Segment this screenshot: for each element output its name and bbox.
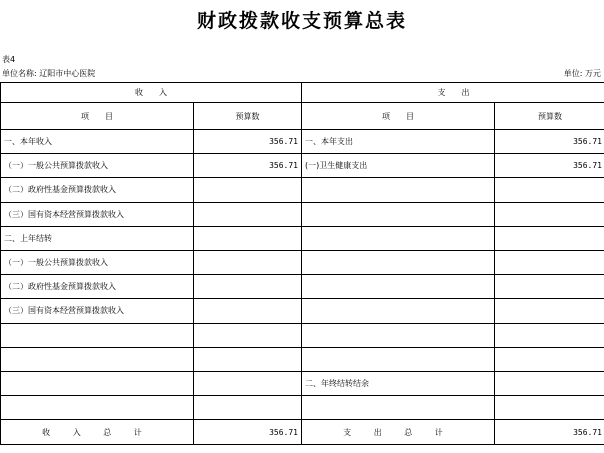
document-title: 财政拨款收支预算总表 <box>196 10 407 32</box>
expense-budget-cell <box>495 396 604 420</box>
expense-budget-cell <box>495 323 604 347</box>
expense-item-cell: 一、本年支出 <box>302 130 495 154</box>
expense-item-cell: (一)卫生健康支出 <box>302 154 495 178</box>
table-row <box>1 275 604 299</box>
expense-item-cell <box>302 396 495 420</box>
expense-item-cell <box>302 299 495 323</box>
income-item-cell: （三）国有资本经营预算拨款收入 <box>1 299 194 323</box>
income-item-cell <box>1 347 194 371</box>
expense-item-cell <box>302 323 495 347</box>
col-header-income-budget: 预算数 <box>194 103 302 130</box>
income-budget-cell: 356.71 <box>194 154 302 178</box>
income-item-cell <box>1 371 194 395</box>
income-budget-cell <box>194 250 302 274</box>
unit-name: 单位名称: 辽阳市中心医院 <box>2 69 96 78</box>
total-row <box>1 420 604 445</box>
income-budget-cell <box>194 323 302 347</box>
income-item-cell: （二）政府性基金预算拨款收入 <box>1 178 194 202</box>
table-row <box>1 250 604 274</box>
expense-item-cell <box>302 226 495 250</box>
table-row <box>1 347 604 371</box>
expense-item-cell <box>302 178 495 202</box>
expense-item-cell <box>302 250 495 274</box>
table-row <box>1 130 604 154</box>
income-budget-cell <box>194 275 302 299</box>
income-budget-cell <box>194 226 302 250</box>
income-item-cell: 一、本年收入 <box>1 130 194 154</box>
income-item-cell: （一）一般公共预算拨款收入 <box>1 154 194 178</box>
expense-item-cell <box>302 275 495 299</box>
table-row <box>1 323 604 347</box>
table-row <box>1 396 604 420</box>
table-row <box>1 371 604 395</box>
total-expense-label: 支 出 总 计 <box>302 420 495 445</box>
income-item-cell <box>1 396 194 420</box>
col-header-income-item: 项 目 <box>1 103 194 130</box>
expense-budget-cell <box>495 226 604 250</box>
income-budget-cell <box>194 347 302 371</box>
expense-budget-cell: 356.71 <box>495 130 604 154</box>
expense-budget-cell <box>495 275 604 299</box>
income-item-cell: （三）国有资本经营预算拨款收入 <box>1 202 194 226</box>
total-income-value: 356.71 <box>194 420 302 445</box>
col-header-expense-budget: 预算数 <box>495 103 604 130</box>
income-item-cell <box>1 323 194 347</box>
table-row <box>1 154 604 178</box>
expense-budget-cell <box>495 299 604 323</box>
header-expense: 支 出 <box>302 83 604 103</box>
income-budget-cell: 356.71 <box>194 130 302 154</box>
table-row <box>1 226 604 250</box>
table-row <box>1 299 604 323</box>
income-budget-cell <box>194 396 302 420</box>
header-row-sections <box>1 83 604 103</box>
income-budget-cell <box>194 178 302 202</box>
income-budget-cell <box>194 371 302 395</box>
expense-budget-cell <box>495 371 604 395</box>
expense-item-cell <box>302 347 495 371</box>
income-budget-cell <box>194 202 302 226</box>
header-row-columns <box>1 103 604 130</box>
currency-unit: 单位: 万元 <box>563 69 601 78</box>
expense-budget-cell: 356.71 <box>495 154 604 178</box>
table-row <box>1 202 604 226</box>
income-item-cell: （一）一般公共预算拨款收入 <box>1 250 194 274</box>
expense-budget-cell <box>495 202 604 226</box>
col-header-expense-item: 项 目 <box>302 103 495 130</box>
expense-item-cell <box>302 202 495 226</box>
expense-item-cell: 二、年终结转结余 <box>302 371 495 395</box>
table-number: 表4 <box>2 55 16 64</box>
income-item-cell: （二）政府性基金预算拨款收入 <box>1 275 194 299</box>
expense-budget-cell <box>495 250 604 274</box>
income-budget-cell <box>194 299 302 323</box>
income-item-cell: 二、上年结转 <box>1 226 194 250</box>
total-income-label: 收 入 总 计 <box>1 420 194 445</box>
total-expense-value: 356.71 <box>495 420 604 445</box>
expense-budget-cell <box>495 347 604 371</box>
header-income: 收 入 <box>1 83 302 103</box>
budget-table <box>0 82 604 445</box>
table-row <box>1 178 604 202</box>
expense-budget-cell <box>495 178 604 202</box>
